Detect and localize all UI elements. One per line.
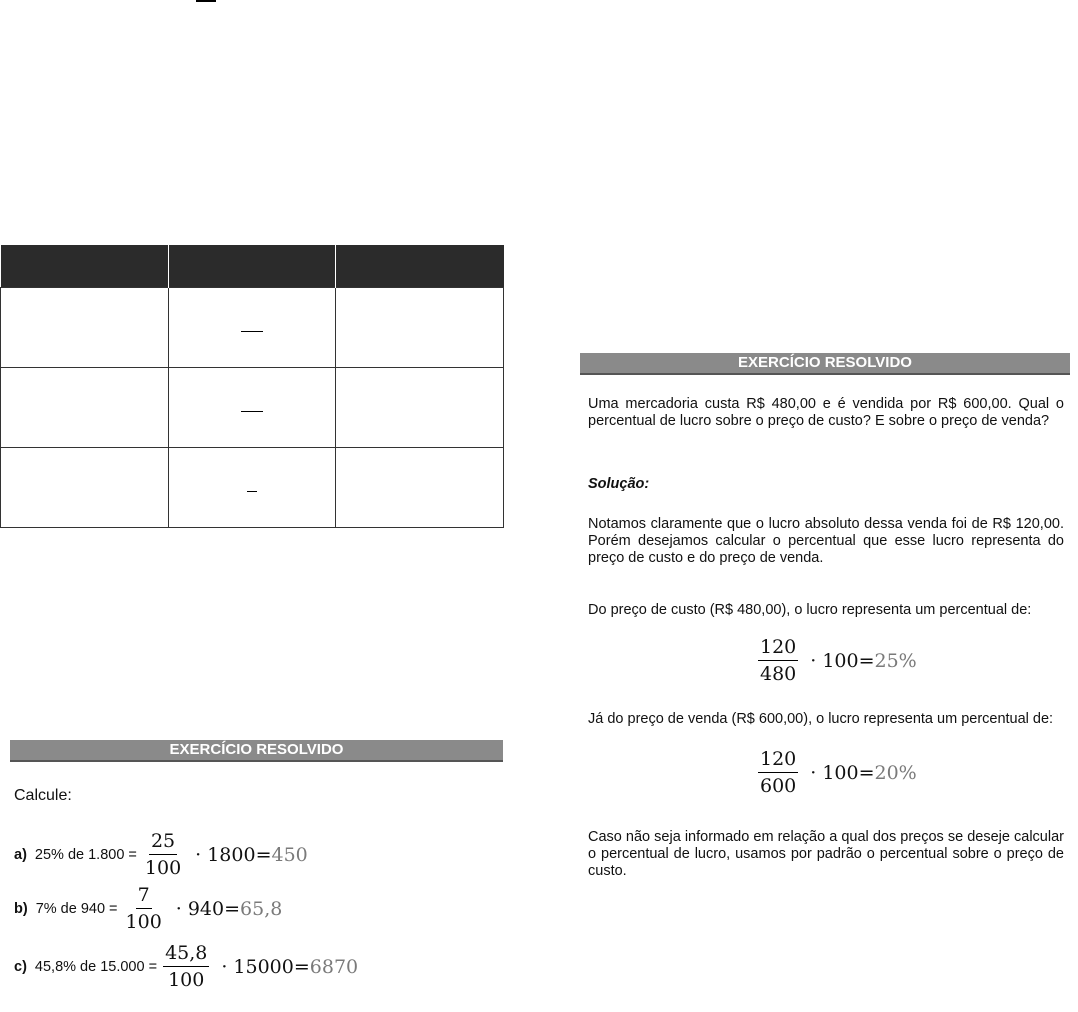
denominator: 100 [168, 969, 205, 991]
exercise-item-a [14, 830, 308, 879]
table-header-cell [168, 245, 336, 288]
item-label: c) [14, 958, 27, 975]
numerator: 120 [758, 748, 798, 773]
table-cell [336, 288, 504, 368]
table-cell [336, 368, 504, 448]
multiplier: 100 [822, 649, 859, 672]
solution-label: Solução: [588, 476, 650, 492]
denominator: 480 [760, 663, 797, 685]
exercise-item-b [14, 884, 282, 933]
table-header-row [1, 245, 504, 288]
exercise-item-c [14, 942, 358, 991]
fraction-bar [247, 491, 257, 492]
equals-sign: = [224, 897, 241, 920]
multiplier: 15000 [233, 955, 294, 978]
solution-paragraph-3: Já do preço de venda (R$ 600,00), o lucro representa um percentual de: [588, 711, 1054, 727]
table-cell-fraction [168, 448, 336, 528]
table-cell [1, 288, 169, 368]
denominator: 600 [760, 775, 797, 797]
solution-paragraph-4: Caso não seja informado em relação a qual dos preços se deseje calcular o percentual de lucro, usamos por padrão o percentual sobre o preço de custo. [588, 829, 1064, 879]
table-header-cell [336, 245, 504, 288]
percent-table [0, 245, 504, 528]
denominator: 100 [125, 911, 162, 933]
result: 6870 [309, 955, 359, 978]
section-header-right: EXERCÍCIO RESOLVIDO [580, 353, 1070, 375]
table-row [1, 448, 504, 528]
numerator: 7 [136, 884, 152, 909]
item-text: 45,8% de 15.000 = [34, 958, 158, 975]
fraction [124, 884, 164, 933]
fraction [758, 748, 798, 797]
section-header-left: EXERCÍCIO RESOLVIDO [10, 740, 503, 762]
equals-sign: = [255, 843, 272, 866]
denominator: 100 [144, 857, 182, 879]
fraction-bar [241, 331, 263, 332]
equals-sign: = [858, 761, 875, 784]
table-cell-fraction [168, 368, 336, 448]
multiply-dot: · [810, 649, 817, 672]
fraction [163, 942, 209, 991]
table-row [1, 288, 504, 368]
item-label: a) [14, 846, 27, 863]
result: 65,8 [240, 897, 283, 920]
item-text: 7% de 940 = [35, 900, 118, 917]
multiplier: 100 [822, 761, 859, 784]
equals-sign: = [858, 649, 875, 672]
fraction-bar [241, 411, 263, 412]
solution-paragraph-1: Notamos claramente que o lucro absoluto dessa venda foi de R$ 120,00. Porém desejamos calcular o percentual que esse lucro representa do preço de custo e do preço de venda. [588, 516, 1064, 566]
table-row [1, 368, 504, 448]
equation-sale [752, 748, 917, 797]
equals-sign: = [293, 955, 310, 978]
multiply-dot: · [195, 843, 202, 866]
table-cell [1, 448, 169, 528]
result: 25% [874, 649, 917, 672]
table-cell [336, 448, 504, 528]
item-label: b) [14, 900, 28, 917]
multiply-dot: · [221, 955, 228, 978]
multiplier: 1800 [207, 843, 256, 866]
multiply-dot: · [175, 897, 182, 920]
table-header-cell [1, 245, 169, 288]
numerator: 120 [758, 636, 798, 661]
table-cell [1, 368, 169, 448]
equation-cost [752, 636, 917, 685]
result: 20% [874, 761, 917, 784]
result: 450 [271, 843, 308, 866]
numerator: 25 [149, 830, 177, 855]
item-text: 25% de 1.800 = [34, 846, 137, 863]
problem-statement: Uma mercadoria custa R$ 480,00 e é vendida por R$ 600,00. Qual o percentual de lucro sobre o preço de custo? E sobre o preço de venda? [588, 396, 1064, 429]
fraction [758, 636, 798, 685]
numerator: 45,8 [163, 942, 209, 967]
solution-paragraph-2: Do preço de custo (R$ 480,00), o lucro representa um percentual de: [588, 602, 1032, 618]
multiplier: 940 [187, 897, 225, 920]
fraction-bar-fragment [196, 0, 216, 2]
multiply-dot: · [810, 761, 817, 784]
fraction [143, 830, 183, 879]
exercise-intro: Calcule: [14, 787, 72, 804]
table-cell-fraction [168, 288, 336, 368]
